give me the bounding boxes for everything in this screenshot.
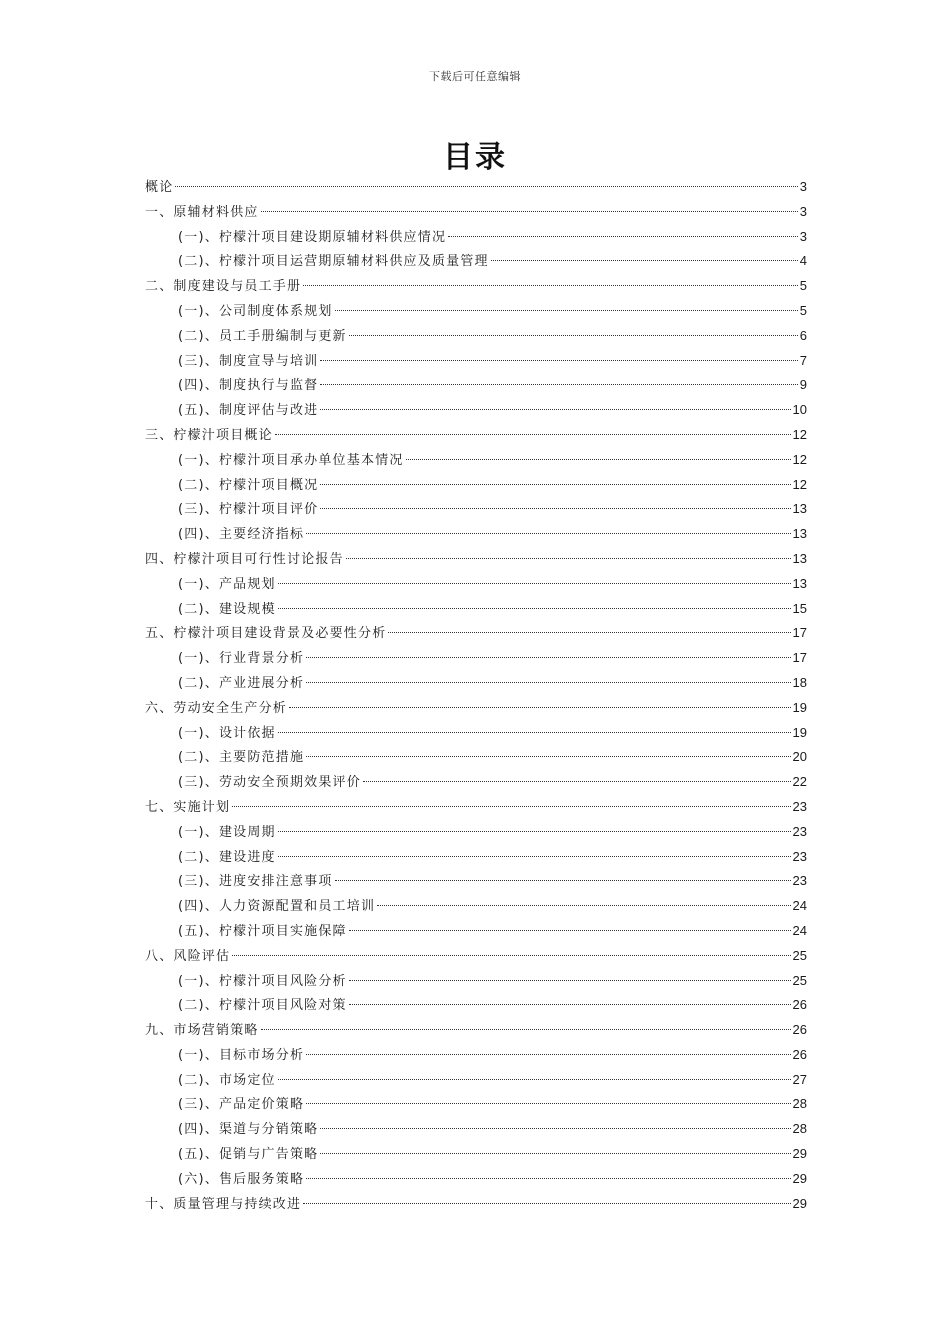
toc-entry-chapter[interactable] [145, 425, 807, 450]
toc-entry-page-number: 23 [792, 798, 807, 814]
dot-leader [388, 632, 790, 633]
toc-entry-label: (二)、产业进展分析 [178, 675, 305, 691]
toc-entry-page-number: 28 [792, 1121, 807, 1137]
dot-leader [320, 1153, 790, 1154]
dot-leader [232, 955, 790, 956]
dot-leader [335, 880, 791, 881]
dot-leader [335, 310, 798, 311]
toc-entry-chapter[interactable] [145, 946, 807, 971]
toc-entry-label: (三)、进度安排注意事项 [178, 874, 333, 890]
dot-leader [306, 682, 790, 683]
toc-entry-section[interactable] [145, 1119, 807, 1144]
toc-entry-label: (一)、建设周期 [178, 824, 276, 840]
toc-entry-section[interactable] [145, 772, 807, 797]
toc-entry-page-number: 29 [792, 1195, 807, 1211]
toc-entry-label: (三)、产品定价策略 [178, 1097, 305, 1113]
toc-entry-label: (一)、公司制度体系规划 [178, 303, 333, 319]
toc-entry-label: (一)、产品规划 [178, 576, 276, 592]
toc-entry-chapter[interactable] [145, 177, 807, 202]
toc-entry-section[interactable] [145, 822, 807, 847]
toc-entry-page-number: 18 [792, 674, 807, 690]
toc-entry-label: 八、风险评估 [145, 948, 231, 964]
toc-entry-section[interactable] [145, 723, 807, 748]
toc-entry-page-number: 29 [792, 1146, 807, 1162]
toc-entry-section[interactable] [145, 673, 807, 698]
dot-leader [175, 186, 797, 187]
toc-entry-section[interactable] [145, 499, 807, 524]
page-header-note: 下载后可任意编辑 [429, 70, 521, 83]
toc-entry-label: (二)、柠檬汁项目运营期原辅材料供应及质量管理 [178, 254, 489, 270]
toc-entry-section[interactable] [145, 375, 807, 400]
toc-entry-page-number: 25 [792, 972, 807, 988]
toc-entry-page-number: 27 [792, 1071, 807, 1087]
toc-entry-label: 七、实施计划 [145, 799, 231, 815]
toc-entry-label: (二)、柠檬汁项目风险对策 [178, 998, 347, 1014]
dot-leader [306, 756, 790, 757]
toc-entry-page-number: 24 [792, 922, 807, 938]
toc-entry-label: (三)、柠檬汁项目评价 [178, 502, 319, 518]
toc-entry-page-number: 3 [799, 228, 807, 244]
toc-entry-page-number: 13 [792, 550, 807, 566]
dot-leader [320, 409, 790, 410]
toc-entry-page-number: 26 [792, 1022, 807, 1038]
toc-entry-page-number: 29 [792, 1170, 807, 1186]
toc-entry-page-number: 17 [792, 625, 807, 641]
toc-entry-section[interactable] [145, 871, 807, 896]
toc-entry-label: 四、柠檬汁项目可行性讨论报告 [145, 551, 344, 567]
dot-leader [320, 1128, 790, 1129]
toc-entry-chapter[interactable] [145, 1020, 807, 1045]
toc-entry-page-number: 12 [792, 451, 807, 467]
toc-entry-section[interactable] [145, 1070, 807, 1095]
toc-entry-section[interactable] [145, 351, 807, 376]
toc-entry-chapter[interactable] [145, 797, 807, 822]
toc-entry-label: (三)、制度宣导与培训 [178, 353, 319, 369]
toc-entry-label: (三)、劳动安全预期效果评价 [178, 775, 361, 791]
toc-entry-section[interactable] [145, 599, 807, 624]
toc-entry-label: (四)、人力资源配置和员工培训 [178, 899, 376, 915]
dot-leader [306, 657, 790, 658]
toc-entry-label: (六)、售后服务策略 [178, 1171, 305, 1187]
toc-title: 目录 [443, 140, 507, 175]
toc-entry-page-number: 7 [799, 352, 807, 368]
toc-entry-section[interactable] [145, 648, 807, 673]
toc-entry-section[interactable] [145, 574, 807, 599]
dot-leader [320, 360, 797, 361]
toc-entry-label: 六、劳动安全生产分析 [145, 700, 288, 716]
dot-leader [303, 1203, 790, 1204]
dot-leader [261, 1029, 791, 1030]
toc-entry-chapter[interactable] [145, 202, 807, 227]
dot-leader [275, 434, 791, 435]
toc-entry-label: (四)、主要经济指标 [178, 527, 305, 543]
dot-leader [349, 1004, 791, 1005]
toc-entry-page-number: 23 [792, 873, 807, 889]
toc-entry-label: 五、柠檬汁项目建设背景及必要性分析 [145, 626, 387, 642]
toc-entry-section[interactable] [145, 400, 807, 425]
toc-entry-section[interactable] [145, 251, 807, 276]
toc-entry-section[interactable] [145, 450, 807, 475]
toc-entry-section[interactable] [145, 227, 807, 252]
toc-entry-label: 一、原辅材料供应 [145, 204, 259, 220]
toc-entry-label: (二)、市场定位 [178, 1072, 276, 1088]
dot-leader [346, 558, 791, 559]
dot-leader [320, 384, 797, 385]
toc-entry-page-number: 3 [799, 203, 807, 219]
toc-entry-page-number: 23 [792, 823, 807, 839]
toc-entry-section[interactable] [145, 1094, 807, 1119]
dot-leader [232, 806, 790, 807]
dot-leader [349, 335, 798, 336]
toc-entry-page-number: 19 [792, 724, 807, 740]
dot-leader [320, 484, 790, 485]
toc-entry-section[interactable] [145, 475, 807, 500]
toc-entry-section[interactable] [145, 1169, 807, 1194]
toc-entry-page-number: 4 [799, 253, 807, 269]
toc-entry-page-number: 13 [792, 526, 807, 542]
dot-leader [261, 211, 798, 212]
toc-entry-label: (五)、柠檬汁项目实施保障 [178, 923, 347, 939]
toc-entry-label: (二)、柠檬汁项目概况 [178, 477, 319, 493]
toc-entry-page-number: 13 [792, 575, 807, 591]
toc-entry-label: (四)、渠道与分销策略 [178, 1122, 319, 1138]
toc-entry-page-number: 6 [799, 327, 807, 343]
dot-leader [349, 980, 791, 981]
toc-entry-label: 三、柠檬汁项目概论 [145, 427, 273, 443]
toc-entry-page-number: 26 [792, 1046, 807, 1062]
toc-entry-label: (五)、促销与广告策略 [178, 1147, 319, 1163]
dot-leader [306, 1178, 790, 1179]
dot-leader [306, 533, 790, 534]
toc-entry-section[interactable] [145, 1144, 807, 1169]
dot-leader [491, 260, 798, 261]
toc-entry-page-number: 5 [799, 278, 807, 294]
toc-entry-page-number: 15 [792, 600, 807, 616]
toc-entry-section[interactable] [145, 524, 807, 549]
toc-entry-page-number: 28 [792, 1096, 807, 1112]
dot-leader [320, 508, 790, 509]
dot-leader [289, 707, 791, 708]
dot-leader [278, 583, 791, 584]
toc-entry-label: (一)、目标市场分析 [178, 1047, 305, 1063]
toc-entry-label: (一)、柠檬汁项目承办单位基本情况 [178, 452, 404, 468]
dot-leader [406, 459, 791, 460]
dot-leader [278, 856, 791, 857]
toc-entry-label: (二)、建设进度 [178, 849, 276, 865]
toc-entry-page-number: 3 [799, 179, 807, 194]
toc-entry-chapter[interactable] [145, 276, 807, 301]
dot-leader [377, 905, 790, 906]
toc-entry-label: (一)、设计依据 [178, 725, 276, 741]
toc-entry-section[interactable] [145, 995, 807, 1020]
toc-entry-label: (一)、柠檬汁项目风险分析 [178, 973, 347, 989]
dot-leader [306, 1054, 790, 1055]
toc-entry-section[interactable] [145, 896, 807, 921]
toc-entry-label: (二)、主要防范措施 [178, 750, 305, 766]
toc-entry-label: 概论 [145, 180, 174, 195]
toc-entry-page-number: 20 [792, 749, 807, 765]
toc-entry-label: (五)、制度评估与改进 [178, 403, 319, 419]
table-of-contents [145, 177, 807, 1218]
toc-entry-page-number: 26 [792, 997, 807, 1013]
toc-entry-page-number: 5 [799, 302, 807, 318]
toc-entry-section[interactable] [145, 747, 807, 772]
toc-entry-label: (一)、柠檬汁项目建设期原辅材料供应情况 [178, 229, 447, 245]
toc-entry-label: 九、市场营销策略 [145, 1023, 259, 1039]
dot-leader [349, 930, 791, 931]
toc-entry-page-number: 22 [792, 774, 807, 790]
toc-entry-label: (一)、行业背景分析 [178, 651, 305, 667]
toc-entry-section[interactable] [145, 971, 807, 996]
toc-entry-chapter[interactable] [145, 1194, 807, 1219]
toc-entry-section[interactable] [145, 301, 807, 326]
toc-entry-label: (四)、制度执行与监督 [178, 378, 319, 394]
toc-entry-page-number: 10 [792, 402, 807, 418]
toc-entry-page-number: 23 [792, 848, 807, 864]
dot-leader [278, 608, 791, 609]
toc-entry-page-number: 12 [792, 426, 807, 442]
toc-entry-page-number: 12 [792, 476, 807, 492]
toc-entry-label: (二)、员工手册编制与更新 [178, 328, 347, 344]
toc-entry-page-number: 17 [792, 650, 807, 666]
toc-entry-page-number: 9 [799, 377, 807, 393]
toc-entry-chapter[interactable] [145, 623, 807, 648]
toc-entry-chapter[interactable] [145, 698, 807, 723]
dot-leader [448, 236, 798, 237]
toc-entry-page-number: 19 [792, 699, 807, 715]
dot-leader [278, 732, 791, 733]
dot-leader [278, 831, 791, 832]
toc-entry-chapter[interactable] [145, 549, 807, 574]
toc-entry-page-number: 13 [792, 501, 807, 517]
toc-entry-label: (二)、建设规模 [178, 601, 276, 617]
toc-entry-label: 二、制度建设与员工手册 [145, 279, 302, 295]
toc-entry-section[interactable] [145, 847, 807, 872]
dot-leader [306, 1103, 790, 1104]
dot-leader [278, 1079, 791, 1080]
dot-leader [363, 781, 791, 782]
toc-entry-page-number: 24 [792, 898, 807, 914]
toc-entry-section[interactable] [145, 921, 807, 946]
toc-entry-page-number: 25 [792, 947, 807, 963]
toc-entry-label: 十、质量管理与持续改进 [145, 1196, 302, 1212]
toc-entry-section[interactable] [145, 326, 807, 351]
dot-leader [303, 285, 798, 286]
toc-entry-section[interactable] [145, 1045, 807, 1070]
